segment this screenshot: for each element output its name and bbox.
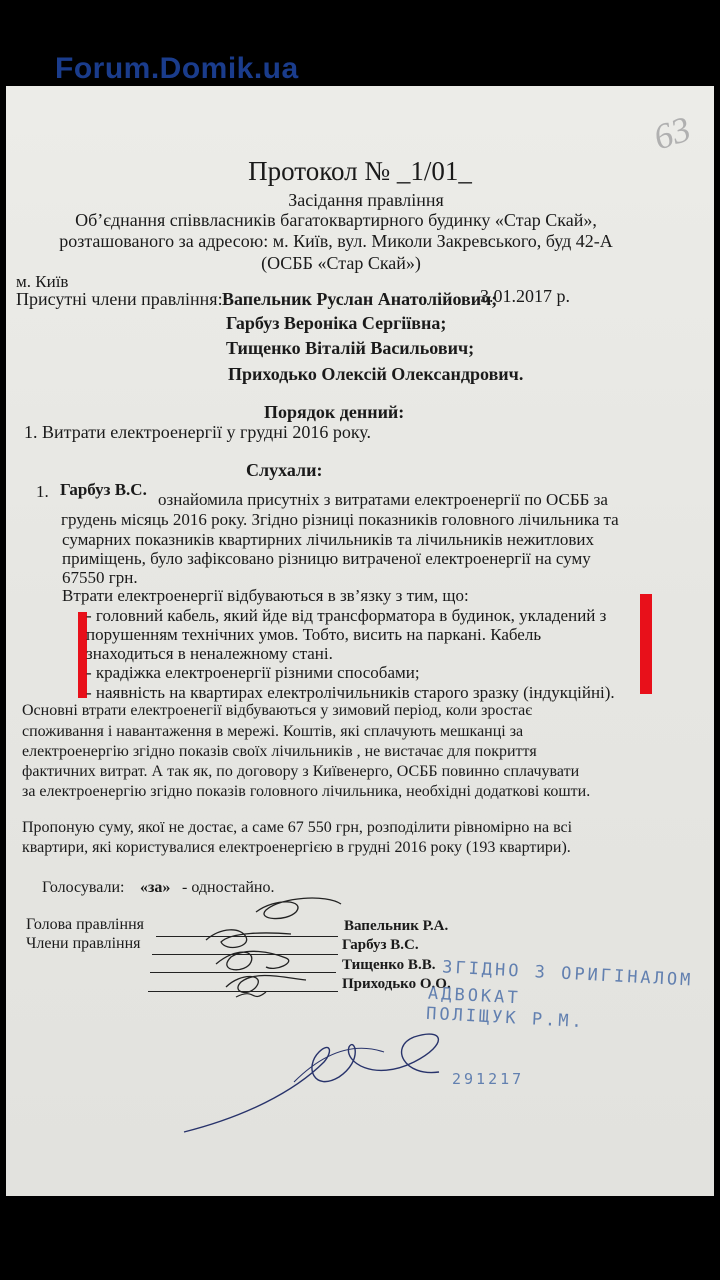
certification-stamp-line-2: АДВОКАТ (427, 983, 522, 1009)
board-signatures (196, 892, 346, 1007)
page-title: Протокол № _1/01_ (248, 156, 472, 186)
paragraph-1-line-3: сумарних показників квартирних лічильників та лічильників нежитлових (62, 530, 595, 549)
signer-name-3: Тищенко В.В. (342, 957, 436, 973)
place: м. Київ (16, 272, 69, 291)
signer-name-1: Вапельник Р.А. (344, 918, 449, 934)
bullet-line-3: знаходиться в неналежному стані. (86, 644, 333, 663)
watermark-logo: Forum.Domik.ua (55, 52, 299, 85)
attendee-4: Приходько Олексій Олександрович. (228, 364, 524, 384)
speaker-name: Гарбуз В.С. (60, 480, 147, 499)
signer-name-2: Гарбуз В.С. (342, 937, 419, 953)
attendee-2: Гарбуз Вероніка Сергіївна; (226, 313, 447, 333)
signer-name-4: Приходько О.О. (342, 976, 451, 992)
heard-heading: Слухали: (246, 460, 323, 480)
advocate-signature (174, 1022, 464, 1142)
document-page (6, 86, 714, 1196)
agenda-heading: Порядок денний: (264, 402, 405, 422)
org-line-3: (ОСББ «Стар Скай») (261, 253, 421, 273)
paragraph-3-line-1: Пропоную суму, якої не достає, а саме 67 550 грн, розподілити рівномірно на всі (22, 819, 573, 836)
paragraph-1-line-2: грудень місяць 2016 року. Згідно різниці показників головного лічильника та (61, 510, 619, 529)
red-highlight-mark (640, 594, 652, 694)
org-line-2: розташованого за адресою: м. Київ, вул. Миколи Закревського, буд 42-А (59, 231, 613, 251)
vote-result: - одностайно. (182, 879, 275, 896)
paragraph-2-line-5: за електроенергію згідно показів головного лічильника, необхідні додаткові кошти. (22, 783, 591, 800)
meeting-subtitle: Засідання правління (288, 190, 444, 210)
bullet-line-5: - наявність на квартирах електролічильників старого зразку (індукційні). (86, 683, 615, 702)
losses-intro: Втрати електроенергії відбуваються в зв’язку з тим, що: (62, 586, 469, 605)
certification-stamp-line-3: ПОЛІЩУК Р.М. (425, 1003, 586, 1033)
paragraph-1-line-4: приміщень, було зафіксовано різницю витраченої електроенергії на суму (62, 549, 591, 568)
certification-stamp-date: 291217 (452, 1070, 525, 1088)
paragraph-2-line-2: споживання і навантаження в мережі. Коштів, які сплачують мешканці за (22, 723, 524, 740)
date: 3.01.2017 р. (480, 286, 570, 306)
bullet-line-1: - головний кабель, який йде від трансформатора в будинок, укладений з (86, 606, 607, 625)
agenda-item-1: 1. Витрати електроенергії у грудні 2016 року. (24, 422, 372, 442)
attendee-3: Тищенко Віталій Васильович; (226, 338, 475, 358)
chair-label: Голова правління (26, 916, 144, 933)
attendee-1: Вапельник Руслан Анатолійович; (222, 289, 498, 309)
paragraph-1-line-1: ознайомила присутніх з витратами електроенергії по ОСББ за (158, 490, 608, 509)
bullet-line-4: - крадіжка електроенергії різними способами; (86, 663, 420, 682)
heard-item-number: 1. (36, 482, 49, 501)
vote-value: «за» (140, 879, 171, 896)
paragraph-2-line-3: електроенергію згідно показів своїх лічильників , не вистачає для покриття (22, 743, 537, 760)
paragraph-2-line-4: фактичних витрат. А так як, по договору з Київенерго, ОСББ повинно сплачувати (22, 763, 580, 780)
corner-handwritten-note: 63 (648, 108, 696, 158)
attendees-label: Присутні члени правління: (16, 289, 223, 309)
certification-stamp-line-1: ЗГІДНО З ОРИГІНАЛОМ (441, 957, 694, 991)
org-line-1: Об’єднання співвласників багатоквартирного будинку «Стар Скай», (75, 210, 597, 230)
paragraph-2-line-1: Основні втрати електроенегії відбуваються у зимовий період, коли зростає (22, 702, 533, 719)
bullet-line-2: порушенням технічних умов. Тобто, висить на паркані. Кабель (86, 625, 542, 644)
members-label: Члени правління (26, 935, 141, 952)
vote-label: Голосували: (42, 879, 125, 896)
paragraph-3-line-2: квартири, які користувалися електроенергією в грудні 2016 року (193 квартири). (22, 839, 571, 856)
paragraph-1-line-5: 67550 грн. (62, 568, 138, 587)
